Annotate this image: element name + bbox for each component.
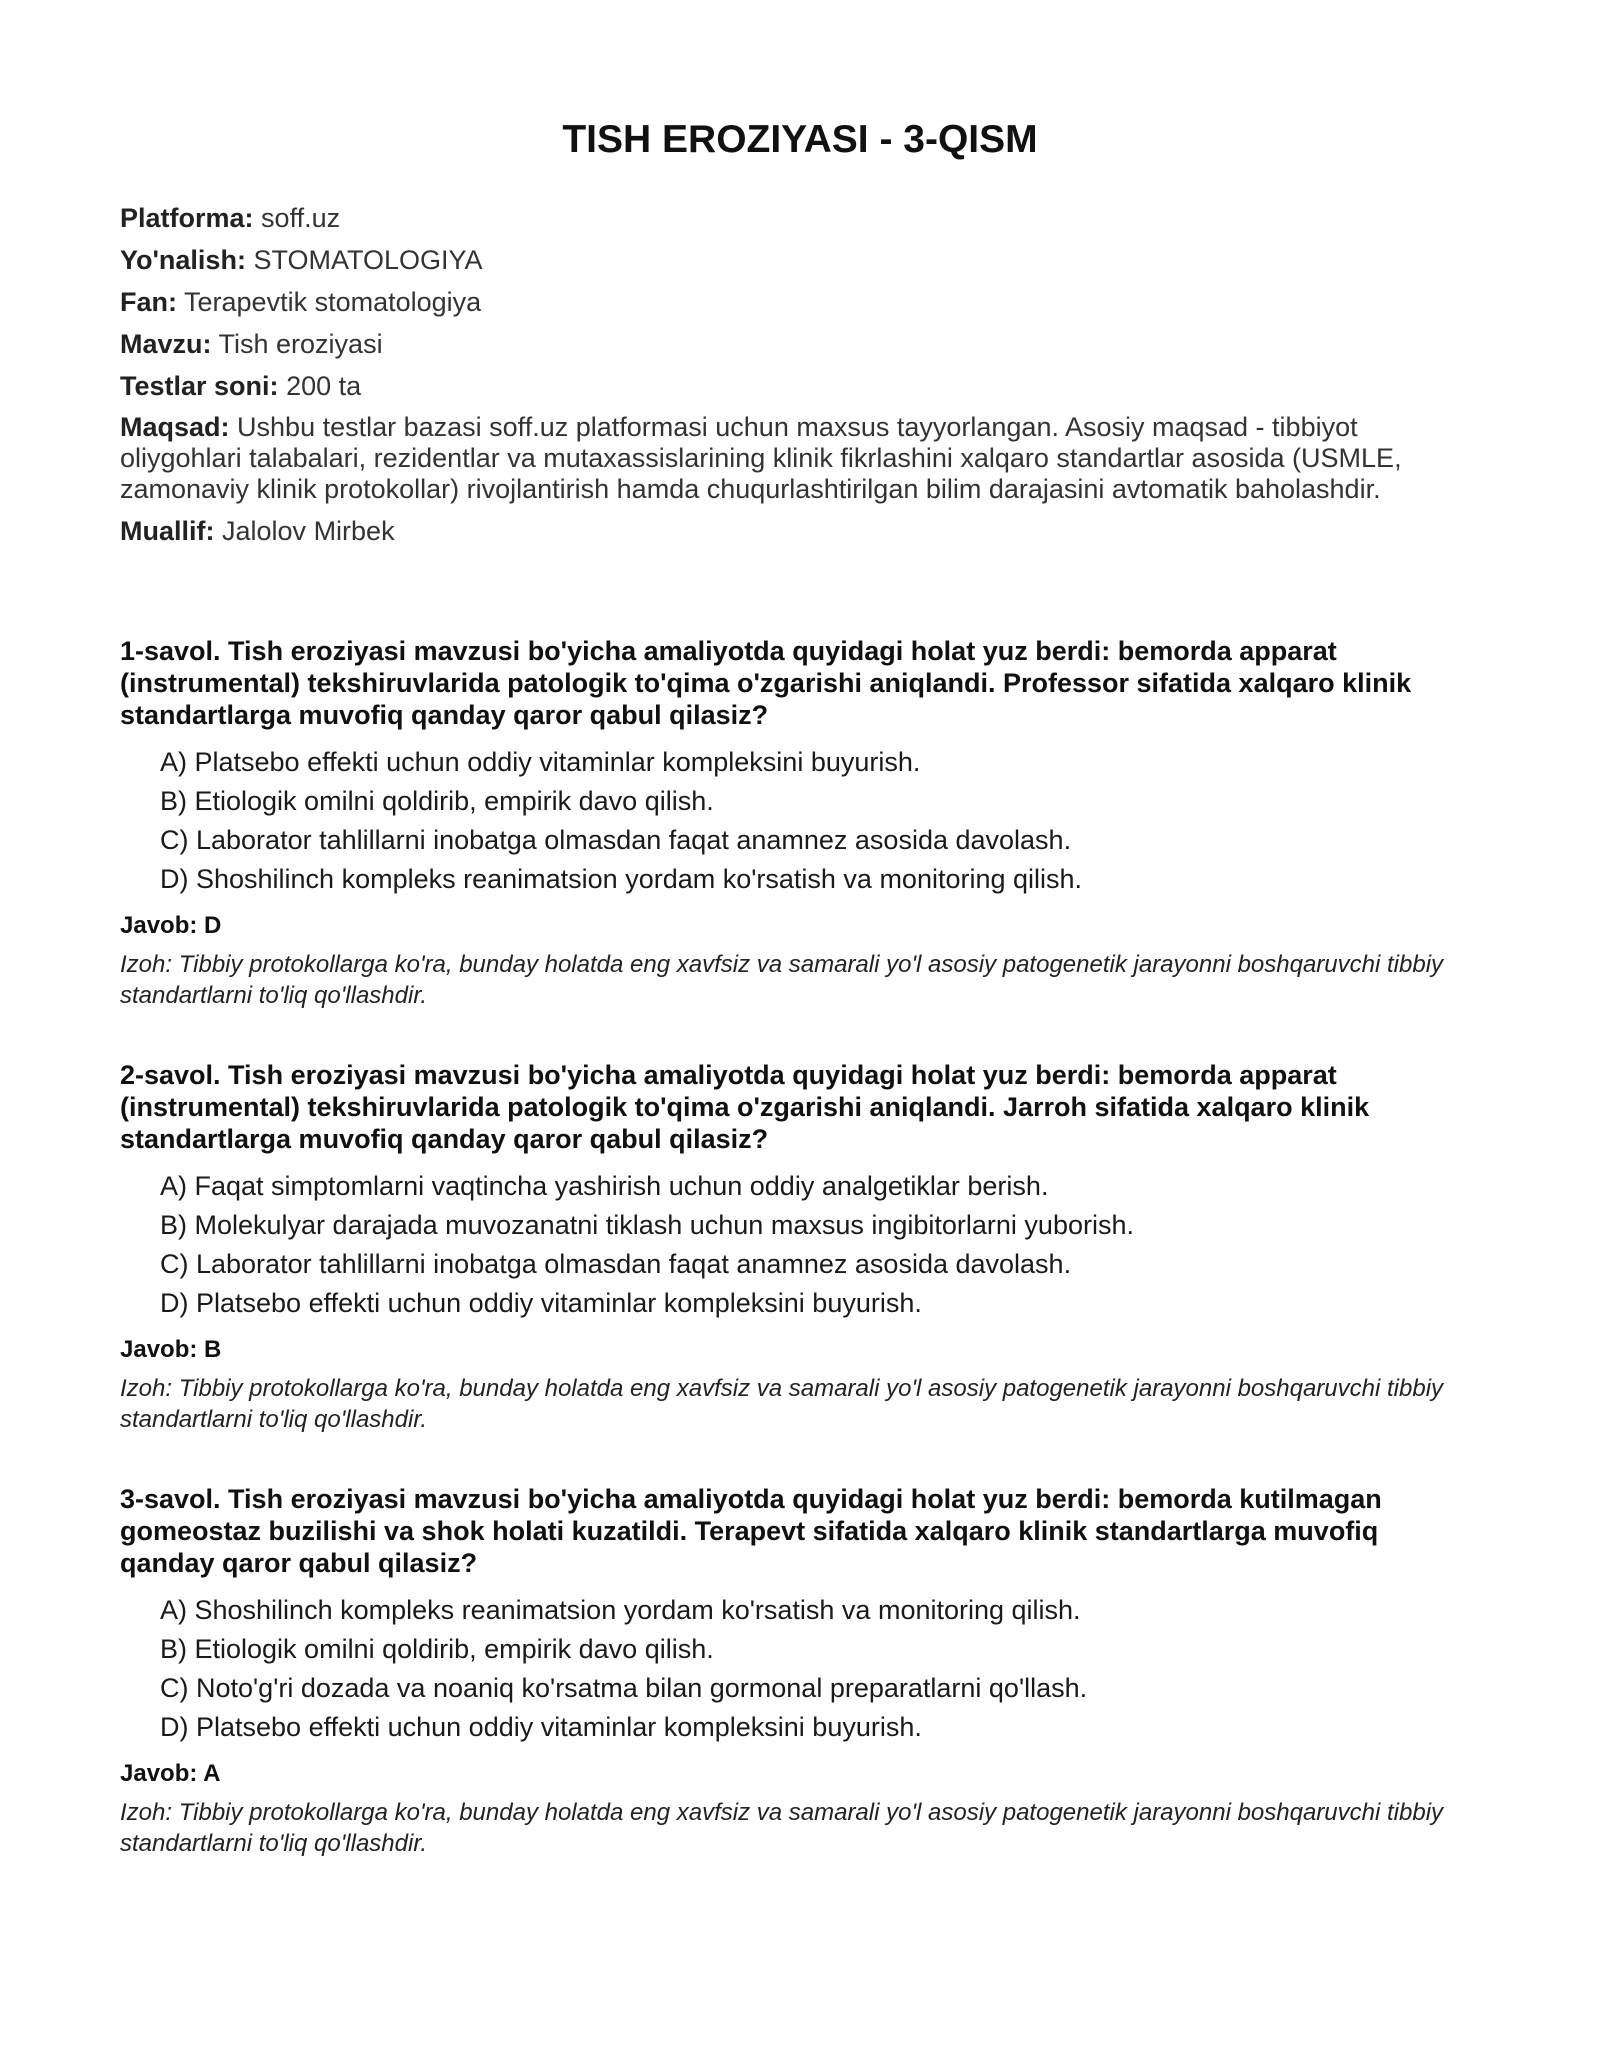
document-meta (120, 202, 1480, 547)
meta-test-count (120, 370, 1480, 402)
option-b: B) Etiologik omilni qoldirib, empirik davo qilish. (160, 786, 714, 816)
page-title: TISH EROZIYASI - 3-QISM (562, 118, 1038, 161)
meta-purpose (120, 412, 1480, 505)
option-d: D) Platsebo effekti uchun oddiy vitaminlar kompleksini buyurish. (160, 1288, 922, 1318)
meta-subject-value: Terapevtik stomatologiya (184, 287, 482, 317)
question-2 (120, 1059, 1480, 1435)
answer-options (120, 743, 1480, 899)
question-text: 3-savol. Tish eroziyasi mavzusi bo'yicha amaliyotda quyidagi holat yuz berdi: bemorda kutilmagan gomeostaz buzilishi va shok holati kuzatildi. Terapevt sifatida xalqaro klinik standartlarga muvofiq qanday qaror qabul qilasiz? (120, 1484, 1382, 1578)
option-b: B) Molekulyar darajada muvozanatni tiklash uchun maxsus ingibitorlarni yuborish. (160, 1210, 1134, 1240)
meta-author-value: Jalolov Mirbek (222, 516, 395, 546)
option-b: B) Etiologik omilni qoldirib, empirik davo qilish. (160, 1634, 714, 1664)
meta-direction (120, 244, 1480, 276)
meta-purpose-value: Ushbu testlar bazasi soff.uz platformasi uchun maxsus tayyorlangan. Asosiy maqsad - tibbiyot oliygohlari talabalari, rezidentlar va mutaxassislarining klinik fikrlashini xalqaro standartlar asosida (USMLE, zamonaviy klinik protokollar) rivojlantirish hamda chuqurlashtirilgan bilim darajasini avtomatik baholashdir. (120, 412, 1402, 504)
questions-list (120, 635, 1480, 1859)
question-1 (120, 635, 1480, 1011)
option-a: A) Shoshilinch kompleks reanimatsion yordam ko'rsatish va monitoring qilish. (160, 1595, 1081, 1625)
answer-explanation: Izoh: Tibbiy protokollarga ko'ra, bunday holatda eng xavfsiz va samarali yo'l asosiy patogenetik jarayonni boshqaruvchi tibbiy standartlarni to'liq qo'llashdir. (120, 1799, 1444, 1857)
meta-direction-label: Yo'nalish: (120, 245, 246, 275)
meta-platform (120, 202, 1480, 234)
meta-direction-value: STOMATOLOGIYA (253, 245, 483, 275)
option-a: A) Faqat simptomlarni vaqtincha yashirish uchun oddiy analgetiklar berish. (160, 1171, 1049, 1201)
option-d: D) Shoshilinch kompleks reanimatsion yordam ko'rsatish va monitoring qilish. (160, 864, 1083, 894)
meta-author-label: Muallif: (120, 516, 215, 546)
question-text: 2-savol. Tish eroziyasi mavzusi bo'yicha amaliyotda quyidagi holat yuz berdi: bemorda apparat (instrumental) tekshiruvlarida patologik to'qima o'zgarishi aniqlandi. Jarroh sifatida xalqaro klinik standartlarga muvofiq qanday qaror qabul qilasiz? (120, 1060, 1370, 1154)
correct-answer: Javob: A (120, 1760, 221, 1787)
meta-platform-label: Platforma: (120, 203, 254, 233)
meta-author (120, 515, 1480, 547)
answer-explanation: Izoh: Tibbiy protokollarga ko'ra, bunday holatda eng xavfsiz va samarali yo'l asosiy patogenetik jarayonni boshqaruvchi tibbiy standartlarni to'liq qo'llashdir. (120, 1375, 1444, 1433)
meta-platform-value: soff.uz (261, 203, 341, 233)
meta-topic (120, 328, 1480, 360)
meta-topic-label: Mavzu: (120, 329, 212, 359)
meta-purpose-label: Maqsad: (120, 412, 230, 442)
meta-subject-label: Fan: (120, 287, 177, 317)
option-c: C) Laborator tahlillarni inobatga olmasdan faqat anamnez asosida davolash. (160, 825, 1072, 855)
meta-test-count-value: 200 ta (286, 371, 362, 401)
option-a: A) Platsebo effekti uchun oddiy vitaminlar kompleksini buyurish. (160, 747, 921, 777)
answer-options (120, 1167, 1480, 1323)
meta-test-count-label: Testlar soni: (120, 371, 279, 401)
meta-topic-value: Tish eroziyasi (218, 329, 383, 359)
meta-subject (120, 286, 1480, 318)
option-c: C) Noto'g'ri dozada va noaniq ko'rsatma bilan gormonal preparatlarni qo'llash. (160, 1673, 1088, 1703)
answer-explanation: Izoh: Tibbiy protokollarga ko'ra, bunday holatda eng xavfsiz va samarali yo'l asosiy patogenetik jarayonni boshqaruvchi tibbiy standartlarni to'liq qo'llashdir. (120, 951, 1444, 1009)
correct-answer: Javob: B (120, 1336, 222, 1363)
question-3 (120, 1483, 1480, 1859)
correct-answer: Javob: D (120, 912, 222, 939)
option-c: C) Laborator tahlillarni inobatga olmasdan faqat anamnez asosida davolash. (160, 1249, 1072, 1279)
question-text: 1-savol. Tish eroziyasi mavzusi bo'yicha amaliyotda quyidagi holat yuz berdi: bemorda apparat (instrumental) tekshiruvlarida patologik to'qima o'zgarishi aniqlandi. Professor sifatida xalqaro klinik standartlarga muvofiq qanday qaror qabul qilasiz? (120, 636, 1412, 730)
answer-options (120, 1591, 1480, 1747)
option-d: D) Platsebo effekti uchun oddiy vitaminlar kompleksini buyurish. (160, 1712, 922, 1742)
